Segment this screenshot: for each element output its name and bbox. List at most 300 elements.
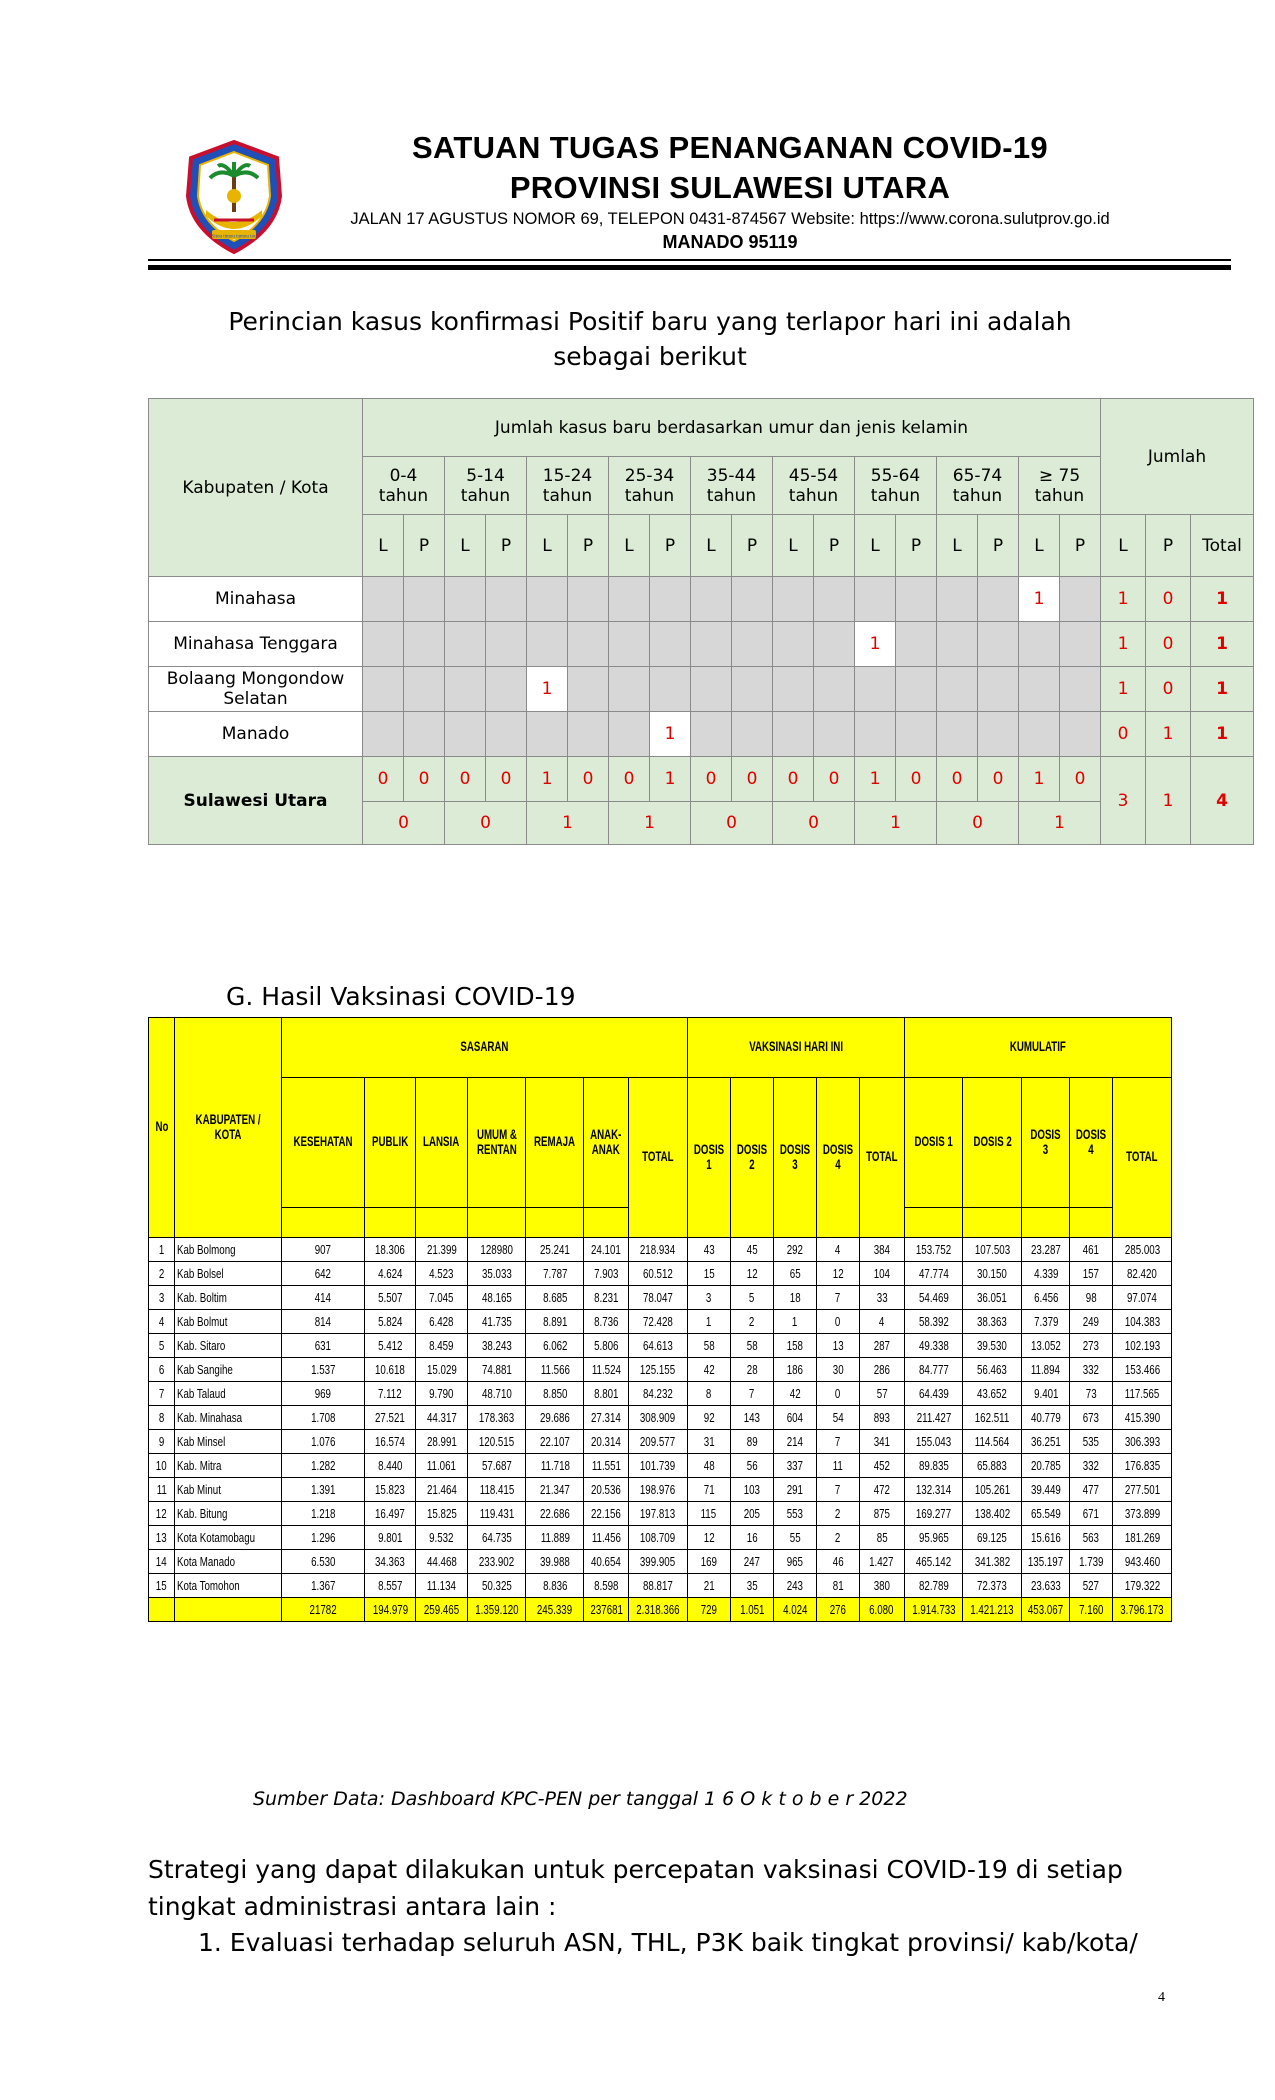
case-cell <box>404 712 445 757</box>
case-cell <box>978 622 1019 667</box>
case-cell <box>363 667 404 712</box>
vax-value: 332 <box>1070 1358 1113 1382</box>
case-cell <box>404 667 445 712</box>
table-row <box>149 667 1254 712</box>
vax-value: 72.373 <box>963 1574 1022 1598</box>
vax-value: 9.790 <box>416 1382 467 1406</box>
case-cell <box>896 667 937 712</box>
case-cell: 1 <box>650 712 691 757</box>
region-name: Bolaang Mongondow Selatan <box>149 667 363 712</box>
case-cell <box>486 577 527 622</box>
vax-total-value: 21782 <box>282 1598 365 1622</box>
case-cell <box>486 622 527 667</box>
region-name: Kab. Mitra <box>175 1454 282 1478</box>
vax-value: 128980 <box>467 1238 526 1262</box>
province-sex-count: 1 <box>527 757 568 802</box>
vax-value: 11.524 <box>584 1358 629 1382</box>
case-cell <box>691 667 732 712</box>
case-cell <box>1060 622 1101 667</box>
vax-value: 176.835 <box>1113 1454 1172 1478</box>
vax-cumulative-col: TOTAL <box>1113 1078 1172 1238</box>
row-total-L: 0 <box>1101 712 1146 757</box>
province-sex-count: 0 <box>691 757 732 802</box>
case-cell <box>732 712 773 757</box>
vax-value: 8.736 <box>584 1310 629 1334</box>
vax-value: 373.899 <box>1113 1502 1172 1526</box>
vax-value: 39.530 <box>963 1334 1022 1358</box>
vax-value: 306.393 <box>1113 1430 1172 1454</box>
vax-value: 4.339 <box>1022 1262 1070 1286</box>
vax-value: 214 <box>773 1430 816 1454</box>
age-group-2: 15-24 tahun <box>527 457 609 515</box>
table-row <box>149 622 1254 667</box>
case-cell <box>814 712 855 757</box>
section-g-title: G. Hasil Vaksinasi COVID-19 <box>226 982 576 1011</box>
vax-value: 197.813 <box>628 1502 687 1526</box>
vax-value: 56.463 <box>963 1358 1022 1382</box>
case-cell <box>773 667 814 712</box>
age-group-8: ≥ 75 tahun <box>1019 457 1101 515</box>
case-cell <box>568 667 609 712</box>
vax-sasaran-col: ANAK-ANAK <box>584 1078 629 1208</box>
vax-total-value: 1.051 <box>730 1598 773 1622</box>
vax-blank-cell <box>1022 1208 1070 1238</box>
vax-value: 1.708 <box>282 1406 365 1430</box>
province-sex-count: 0 <box>609 757 650 802</box>
vax-value: 642 <box>282 1262 365 1286</box>
case-cell <box>650 622 691 667</box>
vax-value: 43 <box>687 1238 730 1262</box>
case-cell <box>855 577 896 622</box>
sex-label-L: L <box>855 515 896 577</box>
region-name: Kab. Minahasa <box>175 1406 282 1430</box>
intro-line-2: sebagai berikut <box>553 342 747 371</box>
vax-blank-cell <box>282 1208 365 1238</box>
table-row <box>149 1406 1172 1430</box>
vax-total-value: 3.796.173 <box>1113 1598 1172 1622</box>
province-age-total: 0 <box>691 802 773 845</box>
province-age-total: 1 <box>527 802 609 845</box>
vax-value: 23.633 <box>1022 1574 1070 1598</box>
vax-value: 9.401 <box>1022 1382 1070 1406</box>
vax-sasaran-col: REMAJA <box>526 1078 584 1208</box>
vax-value: 22.156 <box>584 1502 629 1526</box>
vax-value: 9.532 <box>416 1526 467 1550</box>
vax-cumulative-col: DOSIS 1 <box>904 1078 963 1208</box>
case-cell <box>732 667 773 712</box>
vax-blank-cell <box>904 1208 963 1238</box>
vax-value: 117.565 <box>1113 1382 1172 1406</box>
page-number: 4 <box>1158 1990 1165 2005</box>
vax-value: 291 <box>773 1478 816 1502</box>
province-sex-count: 1 <box>650 757 691 802</box>
vax-total-value: 1.421.213 <box>963 1598 1022 1622</box>
vax-total-value: 4.024 <box>773 1598 816 1622</box>
vax-value: 181.269 <box>1113 1526 1172 1550</box>
province-sex-count: 0 <box>773 757 814 802</box>
age-group-5: 45-54 tahun <box>773 457 855 515</box>
region-name: Kab Bolmong <box>175 1238 282 1262</box>
vax-value: 21 <box>687 1574 730 1598</box>
row-number: 2 <box>149 1262 175 1286</box>
sex-label-P: P <box>814 515 855 577</box>
vax-value: 553 <box>773 1502 816 1526</box>
vax-value: 84.232 <box>628 1382 687 1406</box>
row-total-L: 1 <box>1101 667 1146 712</box>
province-age-total: 0 <box>445 802 527 845</box>
vax-value: 9.801 <box>365 1526 416 1550</box>
row-number: 14 <box>149 1550 175 1574</box>
vax-value: 82.789 <box>904 1574 963 1598</box>
vax-value: 563 <box>1070 1526 1113 1550</box>
case-cell <box>609 667 650 712</box>
vax-total-value: 6.080 <box>859 1598 904 1622</box>
table-row <box>149 1478 1172 1502</box>
vax-value: 69.125 <box>963 1526 1022 1550</box>
case-cell <box>896 577 937 622</box>
vax-value: 7 <box>816 1286 859 1310</box>
vax-value: 162.511 <box>963 1406 1022 1430</box>
sex-label-P: P <box>486 515 527 577</box>
vax-value: 7 <box>730 1382 773 1406</box>
vax-total-value <box>175 1598 282 1622</box>
vax-value: 21.347 <box>526 1478 584 1502</box>
sex-label-P: P <box>978 515 1019 577</box>
vax-value: 13 <box>816 1334 859 1358</box>
vax-value: 5.806 <box>584 1334 629 1358</box>
sex-label-P: P <box>1060 515 1101 577</box>
vax-value: 81 <box>816 1574 859 1598</box>
case-cell <box>855 712 896 757</box>
vax-value: 1.367 <box>282 1574 365 1598</box>
province-sex-count: 1 <box>855 757 896 802</box>
vax-value: 11.894 <box>1022 1358 1070 1382</box>
region-name: Kab Minsel <box>175 1430 282 1454</box>
row-total: 1 <box>1191 622 1254 667</box>
table-row <box>149 577 1254 622</box>
total-col-label: L <box>1101 515 1146 577</box>
case-cell <box>404 622 445 667</box>
header-total: Jumlah <box>1101 399 1254 515</box>
vax-value: 72.428 <box>628 1310 687 1334</box>
vax-value: 673 <box>1070 1406 1113 1430</box>
table-row <box>149 1430 1172 1454</box>
case-cell <box>1060 712 1101 757</box>
vax-value: 198.976 <box>628 1478 687 1502</box>
vaccination-table <box>148 1017 1172 1622</box>
row-number: 7 <box>149 1382 175 1406</box>
vax-value: 1 <box>687 1310 730 1334</box>
province-sex-count: 1 <box>1019 757 1060 802</box>
vax-total-value: 1.914.733 <box>904 1598 963 1622</box>
vax-value: 105.261 <box>963 1478 1022 1502</box>
vax-value: 273 <box>1070 1334 1113 1358</box>
case-cell <box>568 577 609 622</box>
vax-value: 20.314 <box>584 1430 629 1454</box>
region-name: Kab. Sitaro <box>175 1334 282 1358</box>
case-cell <box>978 667 1019 712</box>
vax-sasaran-col: KESEHATAN <box>282 1078 365 1208</box>
case-cell <box>814 667 855 712</box>
vax-value: 341.382 <box>963 1550 1022 1574</box>
vax-value: 153.752 <box>904 1238 963 1262</box>
vax-value: 12 <box>730 1262 773 1286</box>
case-cell <box>445 577 486 622</box>
province-age-total: 0 <box>937 802 1019 845</box>
vax-value: 16.574 <box>365 1430 416 1454</box>
table-row <box>149 712 1254 757</box>
vax-total-value <box>149 1598 175 1622</box>
intro-line-1: Perincian kasus konfirmasi Positif baru yang terlapor hari ini adalah <box>228 307 1072 336</box>
vax-value: 875 <box>859 1502 904 1526</box>
province-sex-count: 0 <box>978 757 1019 802</box>
region-name: Kota Manado <box>175 1550 282 1574</box>
vax-value: 535 <box>1070 1430 1113 1454</box>
region-name: Kab Bolsel <box>175 1262 282 1286</box>
vax-value: 57.687 <box>467 1454 526 1478</box>
vax-value: 78.047 <box>628 1286 687 1310</box>
sex-label-L: L <box>937 515 978 577</box>
vax-value: 11 <box>816 1454 859 1478</box>
vax-blank-cell <box>1070 1208 1113 1238</box>
vax-value: 5.412 <box>365 1334 416 1358</box>
row-number: 13 <box>149 1526 175 1550</box>
vax-value: 97.074 <box>1113 1286 1172 1310</box>
case-cell: 1 <box>855 622 896 667</box>
vax-value: 3 <box>687 1286 730 1310</box>
vax-value: 55 <box>773 1526 816 1550</box>
table-row <box>149 1286 1172 1310</box>
vax-today-col: DOSIS 2 <box>730 1078 773 1238</box>
row-number: 1 <box>149 1238 175 1262</box>
vax-value: 15.825 <box>416 1502 467 1526</box>
vax-value: 40.654 <box>584 1550 629 1574</box>
strategy-line-2: tingkat administrasi antara lain : <box>148 1892 557 1921</box>
vax-value: 153.466 <box>1113 1358 1172 1382</box>
vax-value: 18.306 <box>365 1238 416 1262</box>
case-cell <box>978 577 1019 622</box>
vax-value: 42 <box>687 1358 730 1382</box>
vax-total-value: 2.318.366 <box>628 1598 687 1622</box>
vax-total-value: 7.160 <box>1070 1598 1113 1622</box>
vax-value: 178.363 <box>467 1406 526 1430</box>
vax-value: 247 <box>730 1550 773 1574</box>
vax-sasaran-col: UMUM & RENTAN <box>467 1078 526 1208</box>
row-number: 3 <box>149 1286 175 1310</box>
province-sex-count: 0 <box>1060 757 1101 802</box>
vax-value: 47.774 <box>904 1262 963 1286</box>
vax-value: 82.420 <box>1113 1262 1172 1286</box>
vax-value: 118.415 <box>467 1478 526 1502</box>
table-row <box>149 1238 1172 1262</box>
vax-cumulative-col: DOSIS 4 <box>1070 1078 1113 1208</box>
vax-value: 15.823 <box>365 1478 416 1502</box>
case-cell <box>527 622 568 667</box>
vax-value: 33 <box>859 1286 904 1310</box>
vax-value: 461 <box>1070 1238 1113 1262</box>
vax-value: 158 <box>773 1334 816 1358</box>
vax-value: 1 <box>773 1310 816 1334</box>
age-group-1: 5-14 tahun <box>445 457 527 515</box>
vax-value: 1.427 <box>859 1550 904 1574</box>
vax-value: 89.835 <box>904 1454 963 1478</box>
vax-value: 49.338 <box>904 1334 963 1358</box>
region-name: Kab. Bitung <box>175 1502 282 1526</box>
vax-total-value: 1.359.120 <box>467 1598 526 1622</box>
vax-value: 8.836 <box>526 1574 584 1598</box>
vax-today-col: DOSIS 1 <box>687 1078 730 1238</box>
vax-value: 969 <box>282 1382 365 1406</box>
vax-value: 8.685 <box>526 1286 584 1310</box>
vax-value: 5.507 <box>365 1286 416 1310</box>
province-total: 4 <box>1191 757 1254 845</box>
region-name: Kota Tomohon <box>175 1574 282 1598</box>
vax-total-value: 245.339 <box>526 1598 584 1622</box>
vax-value: 11.456 <box>584 1526 629 1550</box>
vax-value: 943.460 <box>1113 1550 1172 1574</box>
province-total-P: 1 <box>1146 757 1191 845</box>
vax-value: 2 <box>730 1310 773 1334</box>
vax-value: 186 <box>773 1358 816 1382</box>
case-cell <box>937 667 978 712</box>
province-sex-count: 0 <box>568 757 609 802</box>
vax-value: 2 <box>816 1502 859 1526</box>
total-col-label: Total <box>1191 515 1254 577</box>
vax-value: 1.391 <box>282 1478 365 1502</box>
case-cell <box>527 577 568 622</box>
province-sex-count: 0 <box>732 757 773 802</box>
vax-sasaran-col: PUBLIK <box>365 1078 416 1208</box>
vax-value: 1.218 <box>282 1502 365 1526</box>
vax-value: 21.399 <box>416 1238 467 1262</box>
vax-value: 65.883 <box>963 1454 1022 1478</box>
vax-value: 5.824 <box>365 1310 416 1334</box>
vax-value: 814 <box>282 1310 365 1334</box>
case-cell <box>445 622 486 667</box>
row-number: 11 <box>149 1478 175 1502</box>
vax-value: 8.557 <box>365 1574 416 1598</box>
sex-label-L: L <box>691 515 732 577</box>
vax-value: 143 <box>730 1406 773 1430</box>
vax-value: 277.501 <box>1113 1478 1172 1502</box>
case-cell <box>486 712 527 757</box>
vax-value: 58 <box>687 1334 730 1358</box>
vax-value: 399.905 <box>628 1550 687 1574</box>
region-name: Manado <box>149 712 363 757</box>
case-cell <box>650 577 691 622</box>
vax-value: 341 <box>859 1430 904 1454</box>
table-row <box>149 1382 1172 1406</box>
header-age-sex-group: Jumlah kasus baru berdasarkan umur dan jenis kelamin <box>363 399 1101 457</box>
table-row <box>149 1262 1172 1286</box>
vax-value: 73 <box>1070 1382 1113 1406</box>
letterhead-rule-thick <box>148 265 1231 270</box>
vax-value: 4.624 <box>365 1262 416 1286</box>
row-total: 1 <box>1191 577 1254 622</box>
vax-value: 0 <box>816 1382 859 1406</box>
vax-value: 20.536 <box>584 1478 629 1502</box>
case-cell: 1 <box>1019 577 1060 622</box>
province-sex-count: 0 <box>445 757 486 802</box>
vax-value: 7 <box>816 1478 859 1502</box>
vax-value: 671 <box>1070 1502 1113 1526</box>
province-sex-count: 0 <box>896 757 937 802</box>
vax-value: 1.282 <box>282 1454 365 1478</box>
vax-value: 64.735 <box>467 1526 526 1550</box>
sex-label-L: L <box>1019 515 1060 577</box>
vax-value: 13.052 <box>1022 1334 1070 1358</box>
case-cell <box>1019 622 1060 667</box>
vax-value: 57 <box>859 1382 904 1406</box>
row-number: 9 <box>149 1430 175 1454</box>
vax-value: 15 <box>687 1262 730 1286</box>
vax-blank-cell <box>526 1208 584 1238</box>
vax-value: 169 <box>687 1550 730 1574</box>
table-row <box>149 1454 1172 1478</box>
vax-cumulative-col: DOSIS 3 <box>1022 1078 1070 1208</box>
case-cell <box>773 622 814 667</box>
vax-value: 4 <box>816 1238 859 1262</box>
vax-value: 58 <box>730 1334 773 1358</box>
vax-value: 5 <box>730 1286 773 1310</box>
vax-value: 85 <box>859 1526 904 1550</box>
vax-value: 48 <box>687 1454 730 1478</box>
vax-value: 45 <box>730 1238 773 1262</box>
vax-value: 114.564 <box>963 1430 1022 1454</box>
vax-value: 41.735 <box>467 1310 526 1334</box>
vax-blank-cell <box>365 1208 416 1238</box>
table-row <box>149 1310 1172 1334</box>
vax-value: 11.551 <box>584 1454 629 1478</box>
vax-value: 30.150 <box>963 1262 1022 1286</box>
case-cell <box>937 577 978 622</box>
case-cell <box>1060 577 1101 622</box>
vax-blank-cell <box>584 1208 629 1238</box>
header-region: Kabupaten / Kota <box>149 399 363 577</box>
vax-blank-cell <box>963 1208 1022 1238</box>
case-cell <box>978 712 1019 757</box>
vax-value: 472 <box>859 1478 904 1502</box>
vax-value: 8 <box>687 1382 730 1406</box>
vax-value: 28 <box>730 1358 773 1382</box>
vax-value: 64.613 <box>628 1334 687 1358</box>
source-note: Sumber Data: Dashboard KPC-PEN per tanggal 1 6 O k t o b e r 2022 <box>253 1788 908 1810</box>
letterhead-title-line1: SATUAN TUGAS PENANGANAN COVID-19 <box>412 130 1048 165</box>
vax-value: 233.902 <box>467 1550 526 1574</box>
region-name: Kab Talaud <box>175 1382 282 1406</box>
case-cell: 1 <box>527 667 568 712</box>
vax-value: 102.193 <box>1113 1334 1172 1358</box>
table-row <box>149 1334 1172 1358</box>
vax-value: 135.197 <box>1022 1550 1070 1574</box>
case-cell <box>773 577 814 622</box>
vax-cumulative-col: DOSIS 2 <box>963 1078 1022 1208</box>
case-cell <box>363 712 404 757</box>
vax-total-value: 259.465 <box>416 1598 467 1622</box>
case-cell <box>691 622 732 667</box>
vax-value: 125.155 <box>628 1358 687 1382</box>
vax-value: 104.383 <box>1113 1310 1172 1334</box>
vax-value: 8.459 <box>416 1334 467 1358</box>
vax-value: 30 <box>816 1358 859 1382</box>
vax-value: 29.686 <box>526 1406 584 1430</box>
vax-value: 38.243 <box>467 1334 526 1358</box>
province-total-L: 3 <box>1101 757 1146 845</box>
case-cell <box>1019 667 1060 712</box>
case-cell <box>650 667 691 712</box>
vax-value: 907 <box>282 1238 365 1262</box>
vax-value: 11.889 <box>526 1526 584 1550</box>
